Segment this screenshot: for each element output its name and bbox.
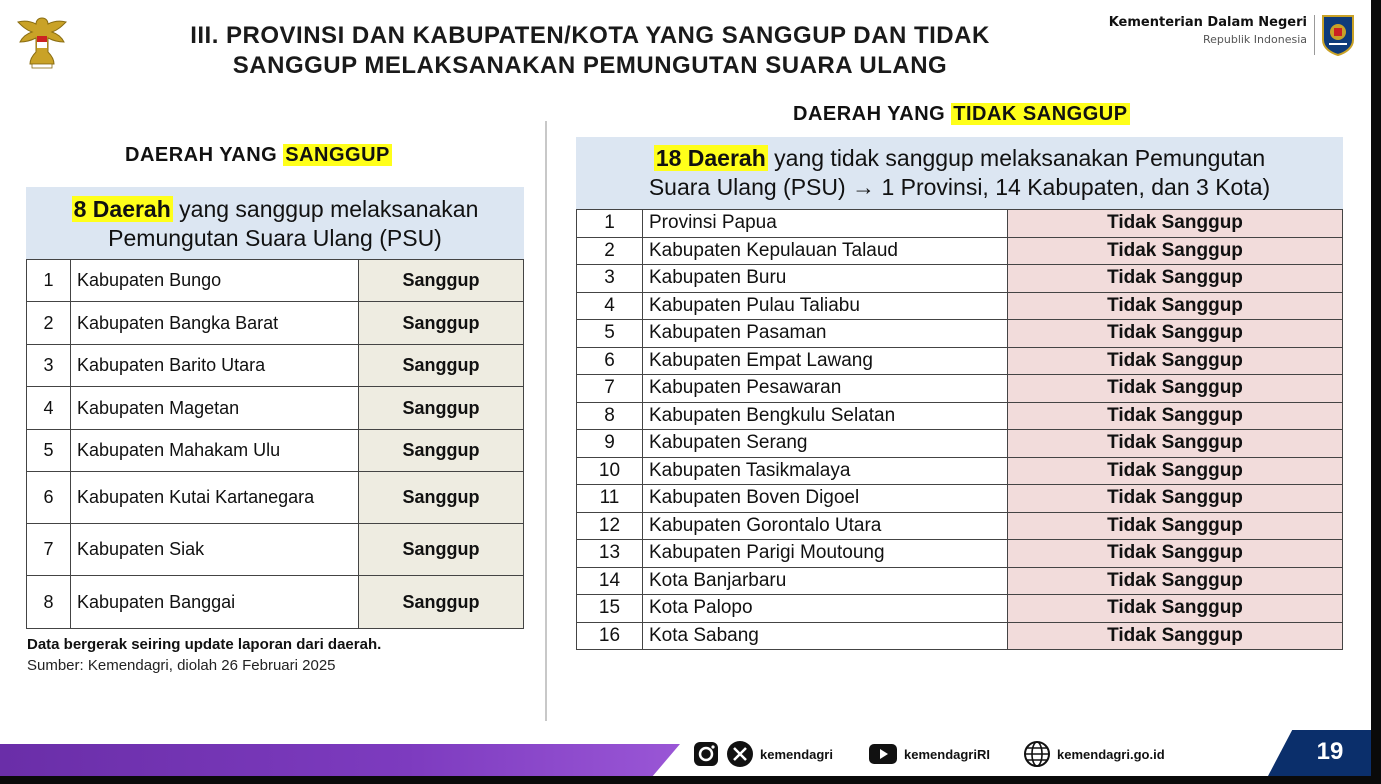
region-name: Kabupaten Mahakam Ulu — [71, 430, 359, 472]
table-row — [577, 265, 1343, 293]
table-row — [577, 457, 1343, 485]
youtube-link — [868, 740, 990, 768]
row-number: 12 — [577, 512, 643, 540]
social-links — [692, 740, 833, 768]
region-name: Kabupaten Banggai — [71, 576, 359, 629]
row-number: 6 — [27, 472, 71, 524]
data-note: Data bergerak seiring update laporan dari daerah. — [27, 636, 382, 653]
row-number: 1 — [27, 260, 71, 302]
region-name: Kabupaten Buru — [643, 265, 1008, 293]
page-number: 19 — [1316, 738, 1344, 765]
table-row — [577, 485, 1343, 513]
ministry-divider — [1314, 15, 1315, 55]
footer-bar — [0, 744, 680, 776]
row-number: 16 — [577, 622, 643, 650]
row-number: 8 — [577, 402, 643, 430]
ministry-logo-icon — [1321, 14, 1355, 56]
status-cell: Tidak Sanggup — [1008, 567, 1343, 595]
region-name: Kabupaten Pesawaran — [643, 375, 1008, 403]
row-number: 7 — [577, 375, 643, 403]
row-number: 9 — [577, 430, 643, 458]
row-number: 5 — [27, 430, 71, 472]
status-cell: Tidak Sanggup — [1008, 320, 1343, 348]
right-heading: DAERAH YANG TIDAK SANGGUP — [793, 103, 1128, 125]
table-row — [27, 302, 524, 345]
table-row — [27, 524, 524, 576]
row-number: 2 — [27, 302, 71, 345]
instagram-icon[interactable] — [692, 740, 720, 768]
status-cell: Tidak Sanggup — [1008, 512, 1343, 540]
status-cell: Tidak Sanggup — [1008, 265, 1343, 293]
status-cell: Sanggup — [359, 260, 524, 302]
region-name: Kabupaten Bangka Barat — [71, 302, 359, 345]
status-cell: Tidak Sanggup — [1008, 485, 1343, 513]
status-cell: Tidak Sanggup — [1008, 375, 1343, 403]
row-number: 4 — [577, 292, 643, 320]
table-row — [27, 472, 524, 524]
table-row — [577, 430, 1343, 458]
status-cell: Sanggup — [359, 302, 524, 345]
status-cell: Sanggup — [359, 387, 524, 430]
left-heading: DAERAH YANG SANGGUP — [125, 144, 390, 166]
row-number: 15 — [577, 595, 643, 623]
status-cell: Sanggup — [359, 472, 524, 524]
row-number: 2 — [577, 237, 643, 265]
left-summary-box: 8 Daerah yang sanggup melaksanakan Pemungutan Suara Ulang (PSU) — [26, 187, 524, 259]
table-row — [577, 402, 1343, 430]
table-row — [577, 347, 1343, 375]
status-cell: Sanggup — [359, 430, 524, 472]
status-cell: Tidak Sanggup — [1008, 237, 1343, 265]
web-address[interactable]: kemendagri.go.id — [1057, 746, 1165, 762]
table-row — [577, 237, 1343, 265]
region-name: Kabupaten Barito Utara — [71, 345, 359, 387]
region-name: Kabupaten Pasaman — [643, 320, 1008, 348]
table-row — [27, 387, 524, 430]
left-table — [26, 259, 524, 629]
status-cell: Tidak Sanggup — [1008, 595, 1343, 623]
region-name: Kota Palopo — [643, 595, 1008, 623]
region-name: Kabupaten Tasikmalaya — [643, 457, 1008, 485]
status-cell: Tidak Sanggup — [1008, 430, 1343, 458]
row-number: 8 — [27, 576, 71, 629]
status-cell: Sanggup — [359, 345, 524, 387]
status-cell: Tidak Sanggup — [1008, 457, 1343, 485]
status-cell: Tidak Sanggup — [1008, 292, 1343, 320]
region-name: Kabupaten Kutai Kartanegara — [71, 472, 359, 524]
row-number: 5 — [577, 320, 643, 348]
table-row — [27, 576, 524, 629]
region-name: Kota Banjarbaru — [643, 567, 1008, 595]
region-name: Kabupaten Boven Digoel — [643, 485, 1008, 513]
source-note: Sumber: Kemendagri, diolah 26 Februari 2025 — [27, 657, 336, 674]
region-name: Kabupaten Siak — [71, 524, 359, 576]
youtube-icon[interactable] — [868, 743, 898, 765]
x-icon[interactable] — [726, 740, 754, 768]
x-handle[interactable]: kemendagri — [760, 746, 833, 762]
vertical-divider — [545, 121, 547, 721]
table-row — [577, 320, 1343, 348]
region-name: Kabupaten Pulau Taliabu — [643, 292, 1008, 320]
status-cell: Tidak Sanggup — [1008, 402, 1343, 430]
right-table — [576, 209, 1343, 650]
status-cell: Sanggup — [359, 576, 524, 629]
table-row — [27, 430, 524, 472]
region-name: Kabupaten Bungo — [71, 260, 359, 302]
table-row — [577, 567, 1343, 595]
table-row — [27, 260, 524, 302]
row-number: 7 — [27, 524, 71, 576]
row-number: 6 — [577, 347, 643, 375]
region-name: Kabupaten Kepulauan Talaud — [643, 237, 1008, 265]
table-row — [27, 345, 524, 387]
region-name: Kota Sabang — [643, 622, 1008, 650]
status-cell: Sanggup — [359, 524, 524, 576]
ministry-subtitle: Republik Indonesia — [1202, 33, 1307, 46]
table-row — [577, 375, 1343, 403]
row-number: 4 — [27, 387, 71, 430]
row-number: 10 — [577, 457, 643, 485]
row-number: 1 — [577, 210, 643, 238]
status-cell: Tidak Sanggup — [1008, 540, 1343, 568]
row-number: 11 — [577, 485, 643, 513]
page-title: III. PROVINSI DAN KABUPATEN/KOTA YANG SANGGUP DAN TIDAK SANGGUP MELAKSANAKAN PEMUNGUTAN SUARA ULANG — [190, 22, 990, 79]
garuda-emblem-icon — [14, 12, 70, 70]
table-row — [577, 292, 1343, 320]
region-name: Kabupaten Bengkulu Selatan — [643, 402, 1008, 430]
row-number: 13 — [577, 540, 643, 568]
status-cell: Tidak Sanggup — [1008, 210, 1343, 238]
region-name: Kabupaten Gorontalo Utara — [643, 512, 1008, 540]
status-cell: Tidak Sanggup — [1008, 347, 1343, 375]
table-row — [577, 540, 1343, 568]
region-name: Kabupaten Serang — [643, 430, 1008, 458]
web-icon[interactable] — [1023, 740, 1051, 768]
region-name: Provinsi Papua — [643, 210, 1008, 238]
row-number: 3 — [577, 265, 643, 293]
row-number: 14 — [577, 567, 643, 595]
region-name: Kabupaten Empat Lawang — [643, 347, 1008, 375]
region-name: Kabupaten Parigi Moutoung — [643, 540, 1008, 568]
right-summary-box: 18 Daerah yang tidak sanggup melaksanakan Pemungutan Suara Ulang (PSU) → 1 Provinsi, 14 Kabupaten, dan 3 Kota) — [576, 137, 1343, 209]
ministry-name: Kementerian Dalam Negeri — [1108, 15, 1307, 30]
row-number: 3 — [27, 345, 71, 387]
ministry-label — [1109, 15, 1307, 46]
status-cell: Tidak Sanggup — [1008, 622, 1343, 650]
region-name: Kabupaten Magetan — [71, 387, 359, 430]
table-row — [577, 512, 1343, 540]
web-link — [1023, 740, 1165, 768]
table-row — [577, 210, 1343, 238]
youtube-handle[interactable]: kemendagriRI — [904, 746, 990, 762]
table-row — [577, 595, 1343, 623]
table-row — [577, 622, 1343, 650]
